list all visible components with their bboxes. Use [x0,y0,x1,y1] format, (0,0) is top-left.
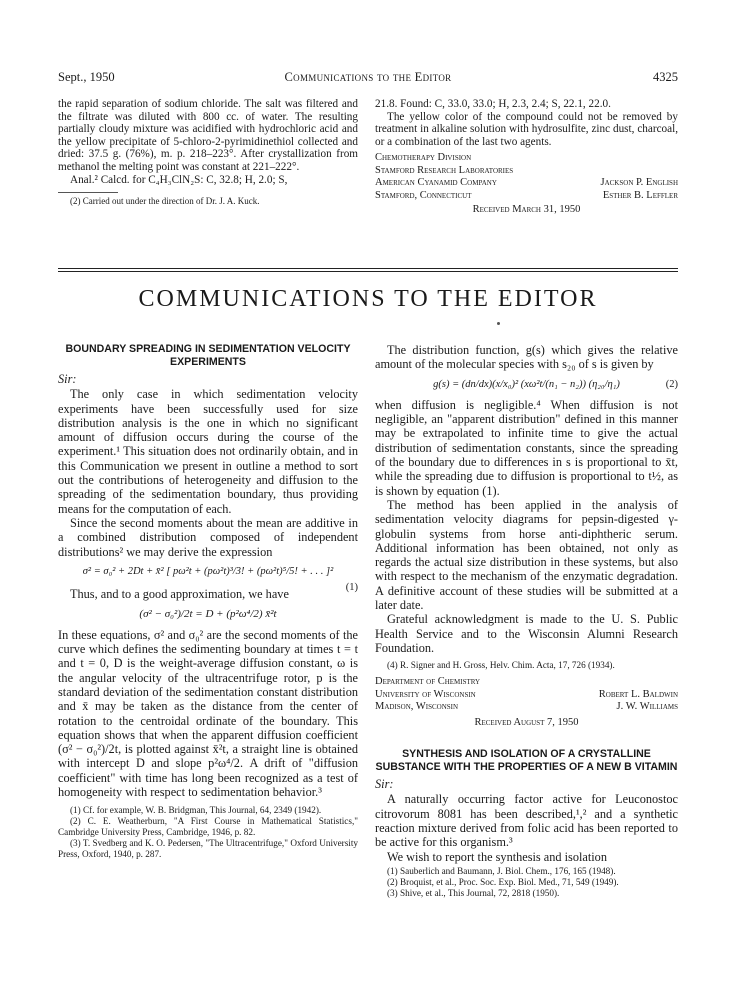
author-name: Jackson P. English [600,177,678,189]
print-speck [497,322,500,325]
found-line: 21.8. Found: C, 33.0, 33.0; H, 2.3, 2.4; S, 22.1, 22.0. [375,98,611,110]
affiliation-line: American Cyanamid Company [375,177,497,189]
article1-title: BOUNDARY SPREADING IN SEDIMENTATION VELOCITY EXPERIMENTS [65,343,351,368]
affiliation-line: Stamford, Connecticut [375,189,472,201]
author-name: Esther B. Leffler [602,189,678,201]
article2-paragraph-2: We wish to report the synthesis and isolation [387,849,607,864]
equation-2: (σ² − σ₀²)/2t = D + (p²ω⁴/2) x̄²t [139,608,277,621]
affiliation-line: Stamford Research Laboratories [375,164,514,176]
analysis-line: Anal.² Calcd. for C₄H₃ClN₂S: C, 32.8; H, 2.0; S, [70,173,288,186]
affiliation-block [375,152,678,202]
top-right-column [375,98,678,217]
section-title: COMMUNICATIONS TO THE EDITOR [138,286,598,312]
footnote-a2-1: (1) Sauberlich and Baumann, J. Biol. Chem., 176, 165 (1948). [387,865,616,876]
footnote-1: (1) Cf. for example, W. B. Bridgman, This Journal, 64, 2349 (1942). [70,805,322,816]
article1-footnotes-left [58,805,358,860]
article1-paragraph-1: The only case in which sedimentation velocity experiments have been successfully used for size distribution analysis is the one in which no significant amount of diffusion occurs during the course of the experiment.¹ This situation does not ordinarily obtain, and in this Communication we present in outline a method to sort out the contributions of heterogeneity and diffusion to the spreading of the sedimentation boundary, thus providing means for the computation of each. [58,387,358,516]
article1-right-paragraph-3: The method has been applied in the analysis of sedimentation velocity diagrams for pepsin-digested γ-globulin systems from horse anti-diphtheric serum. Additional information has been obtained, not only as regards the actual size distribution in these systems, but also with respect to the mechanism of the enzymatic degradation. A definitive account of these studies will be submitted at a later date. [375,497,678,613]
top-left-text: the rapid separation of sodium chloride. The salt was filtered and the filtrate was diluted with 800 cc. of water. The resulting partially cloudy mixture was acidified with hydrochloric acid and the yellow precipitate of 5-chloro-2-pyrimidinethiol collected and dried: 37.5 g. (76%), m. p. 218–223°. After crystallization from methanol the melting point was constant at 221–222°. [58,98,358,173]
footnote-4: (4) R. Signer and H. Gross, Helv. Chim. Acta, 17, 726 (1934). [387,660,615,671]
article1-right-paragraph-2: when diffusion is negligible.⁴ When diffusion is not negligible, an "apparent distribution" defined in this manner may be extrapolated to infinite time to give the actual distribution of sedimentation constants, since the spreading of the boundary due to differences in s is proportional to x̄t, while the spreading due to diffusion is proportional to t½, as is shown by equation (1). [375,397,678,498]
article2-footnotes [375,866,678,899]
article2-title: SYNTHESIS AND ISOLATION OF A CRYSTALLINE SUBSTANCE WITH THE PROPERTIES OF A NEW B VITAMIN [375,748,678,773]
section-rule-top [58,268,678,269]
footnote-2: (2) C. E. Weatherburn, "A First Course in Mathematical Statistics," Cambridge University Press, Cambridge, 1946, p. 82. [58,816,358,838]
article1-paragraph-3: Thus, and to a good approximation, we have [70,587,289,602]
footnote-a2-2: (2) Broquist, et al., Proc. Soc. Exp. Biol. Med., 71, 549 (1949). [387,876,619,887]
author-name: J. W. Williams [616,701,678,713]
article1-left-column [58,343,358,860]
header-page-number: 4325 [653,70,678,84]
article2-paragraph-1: A naturally occurring factor active for Leuconostoc citrovorum 8081 has been described,¹,² and a synthetic reaction mixture derived from folic acid has been reported to be active for this organism.³ [375,792,678,850]
article1-paragraph-2: Since the second moments about the mean are additive in a combined distribution composed of independent distributions² we may derive the expression [58,515,358,559]
affiliation-line: University of Wisconsin [375,688,476,700]
section-rule-top-2 [58,271,678,272]
article1-salutation: Sir: [58,372,77,386]
top-left-column [58,98,358,207]
article1-right-column [375,343,678,899]
article1-right-paragraph-1: The distribution function, g(s) which gives the relative amount of the molecular species with s₂₀ of s is given by [375,343,678,372]
footnote-rule [58,192,118,193]
affiliation-line: Department of Chemistry [375,676,481,688]
equation-2-body: g(s) = (dn/dx)(x/x₀)² (xω²t/(n₁ − n₂)) (η₂₀/η₁) [433,378,620,390]
affiliation-line: Madison, Wisconsin [375,701,459,713]
header-journal-section: Communications to the Editor [284,70,452,84]
article1-affiliation [375,676,678,714]
article1-right-paragraph-4: Grateful acknowledgment is made to the U. S. Public Health Service and to the Wisconsin Alumni Research Foundation. [375,612,678,655]
header-date: Sept., 1950 [58,70,115,84]
author-name: Robert L. Baldwin [598,688,678,700]
yellow-color-paragraph: The yellow color of the compound could not be removed by treatment in alkaline solution with hydrosulfite, zinc dust, charcoal, or a combination of the last two agents. [375,110,678,148]
top-footnote: (2) Carried out under the direction of Dr. J. A. Kuck. [70,196,260,207]
article1-received-date: Received August 7, 1950 [474,716,579,728]
running-header [58,70,678,86]
article1-paragraph-4: In these equations, σ² and σ₀² are the second moments of the curve which defines the sedimenting boundary at times t = t and t = 0, D is the weight-average diffusion constant, ω is the angular velocity of the ultracentrifuge rotor, p is the standard deviation of the sedimentation constant distribution and x̄ may be taken as the distance from the center of rotation to the centroidal ordinate of the boundary. This equation shows that when the apparent diffusion coefficient (σ² − σ₀²)/2t, is plotted against x̄²t, a straight line is obtained with intercept D and slope p²ω⁴/2. A drift of "diffusion coefficient" with time has long been recognized as a test of homogeneity with respect to sedimentation behavior.³ [58,627,358,800]
equation-2-distribution [375,378,678,392]
footnote-a2-3: (3) Shive, et al., This Journal, 72, 2818 (1950). [387,887,560,898]
footnote-3: (3) T. Svedberg and K. O. Pedersen, "The Ultracentrifuge," Oxford University Press, Oxford, 1940, p. 287. [58,838,358,860]
equation-1-number: (1) [345,581,358,593]
equation-2-number: (2) [665,378,678,390]
article2-salutation: Sir: [375,777,394,792]
equation-1-body: σ² = σ₀² + 2Dt + x̄² [ pω²t + (pω²t)³/3! + (pω²t)⁵/5! + . . . ]² [82,565,334,577]
received-date: Received March 31, 1950 [472,204,581,216]
affiliation-line: Chemotherapy Division [375,152,472,164]
equation-1 [58,565,358,593]
